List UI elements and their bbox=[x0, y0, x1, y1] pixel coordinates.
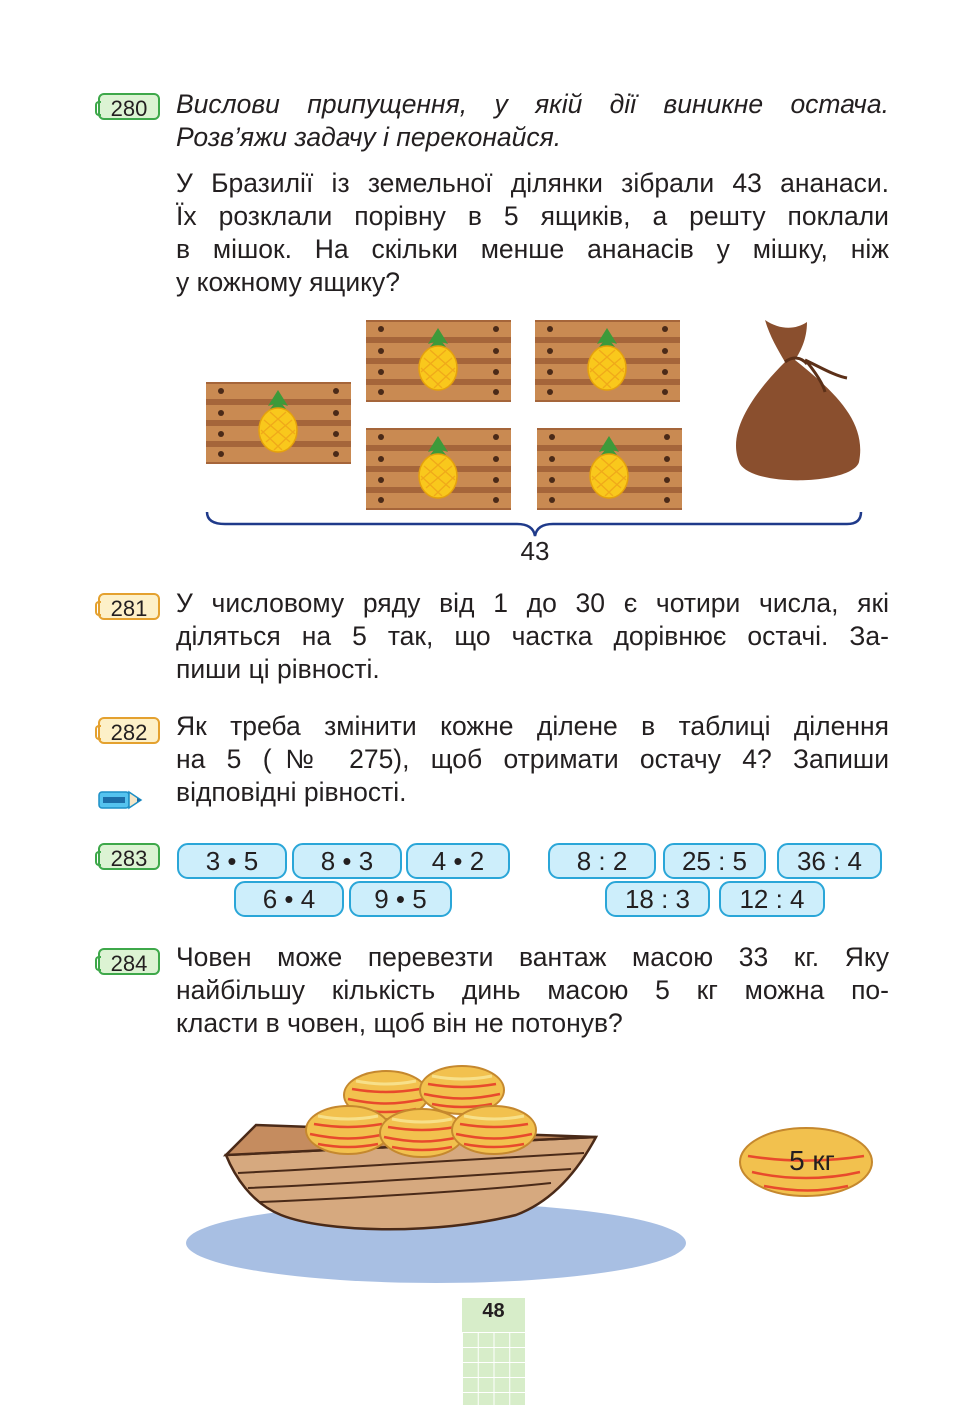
task-280-instruction bbox=[176, 88, 889, 154]
expression-box: 3 • 5 bbox=[177, 843, 287, 879]
page-grid bbox=[462, 1332, 525, 1405]
text-line: в мішок. На скільки менше ананасів у мішку, ніж bbox=[176, 234, 889, 264]
task-284-text bbox=[176, 941, 889, 1040]
crate-icon bbox=[537, 428, 682, 510]
task-282-text bbox=[176, 710, 889, 809]
crate-icon bbox=[206, 382, 351, 464]
text-line: Їх розклали порівну в 5 ящиків, а решту поклали bbox=[176, 201, 889, 231]
instruction-line: Вислови припущення, у якій дії виникне остача. bbox=[176, 89, 889, 119]
task-281-text bbox=[176, 587, 889, 686]
crate-icon bbox=[366, 428, 511, 510]
melon-weight bbox=[736, 1124, 876, 1200]
text-line: у кожному ящику? bbox=[176, 267, 401, 297]
melon-weight-label: 5 кг bbox=[789, 1145, 835, 1176]
instruction-line: Розв’яжи задачу і переконайся. bbox=[176, 122, 562, 152]
expression-box: 36 : 4 bbox=[777, 843, 882, 879]
pencil-icon bbox=[97, 788, 145, 812]
expression-box: 9 • 5 bbox=[349, 881, 452, 917]
melon-icon bbox=[452, 1106, 536, 1154]
task-number-283: 283 bbox=[98, 843, 160, 870]
task-280-text bbox=[176, 167, 889, 299]
text-line: на 5 (№ 275), щоб отримати остачу 4? Запиши bbox=[176, 744, 889, 774]
expression-box: 18 : 3 bbox=[605, 881, 710, 917]
expression-box: 12 : 4 bbox=[719, 881, 825, 917]
boat-illustration bbox=[186, 1055, 691, 1283]
brace bbox=[207, 512, 861, 536]
expression-box: 8 : 2 bbox=[548, 843, 656, 879]
text-line: У числовому ряду від 1 до 30 є чотири числа, які bbox=[176, 588, 889, 618]
task-number-284: 284 bbox=[98, 948, 160, 975]
text-line: класти в човен, щоб він не потонув? bbox=[176, 1008, 623, 1038]
page-number: 48 bbox=[482, 1300, 505, 1322]
crate-icon bbox=[535, 320, 680, 402]
text-line: найбільшу кількість динь масою 5 кг можна по- bbox=[176, 975, 889, 1005]
text-line: Як треба змінити кожне ділене в таблиці ділення bbox=[176, 711, 889, 741]
sack-icon bbox=[736, 320, 860, 480]
expression-box: 4 • 2 bbox=[406, 843, 510, 879]
text-line: відповідні рівності. bbox=[176, 777, 407, 807]
melon-icon bbox=[306, 1106, 390, 1154]
expression-box: 6 • 4 bbox=[234, 881, 344, 917]
pineapple-crates-illustration bbox=[195, 312, 875, 572]
brace-label: 43 bbox=[520, 536, 550, 566]
task-number-280: 280 bbox=[98, 93, 160, 120]
crate-icon bbox=[366, 320, 511, 402]
text-line: діляться на 5 так, що частка дорівнює остачі. За- bbox=[176, 621, 889, 651]
text-line: Човен може перевезти вантаж масою 33 кг. Яку bbox=[176, 942, 889, 972]
text-line: У Бразилії із земельної ділянки зібрали 43 ананаси. bbox=[176, 168, 889, 198]
expression-box: 25 : 5 bbox=[663, 843, 766, 879]
task-number-281: 281 bbox=[98, 593, 160, 620]
expression-box: 8 • 3 bbox=[292, 843, 402, 879]
task-number-282: 282 bbox=[98, 717, 160, 744]
text-line: пиши ці рівності. bbox=[176, 654, 380, 684]
page-number-block bbox=[462, 1298, 525, 1405]
